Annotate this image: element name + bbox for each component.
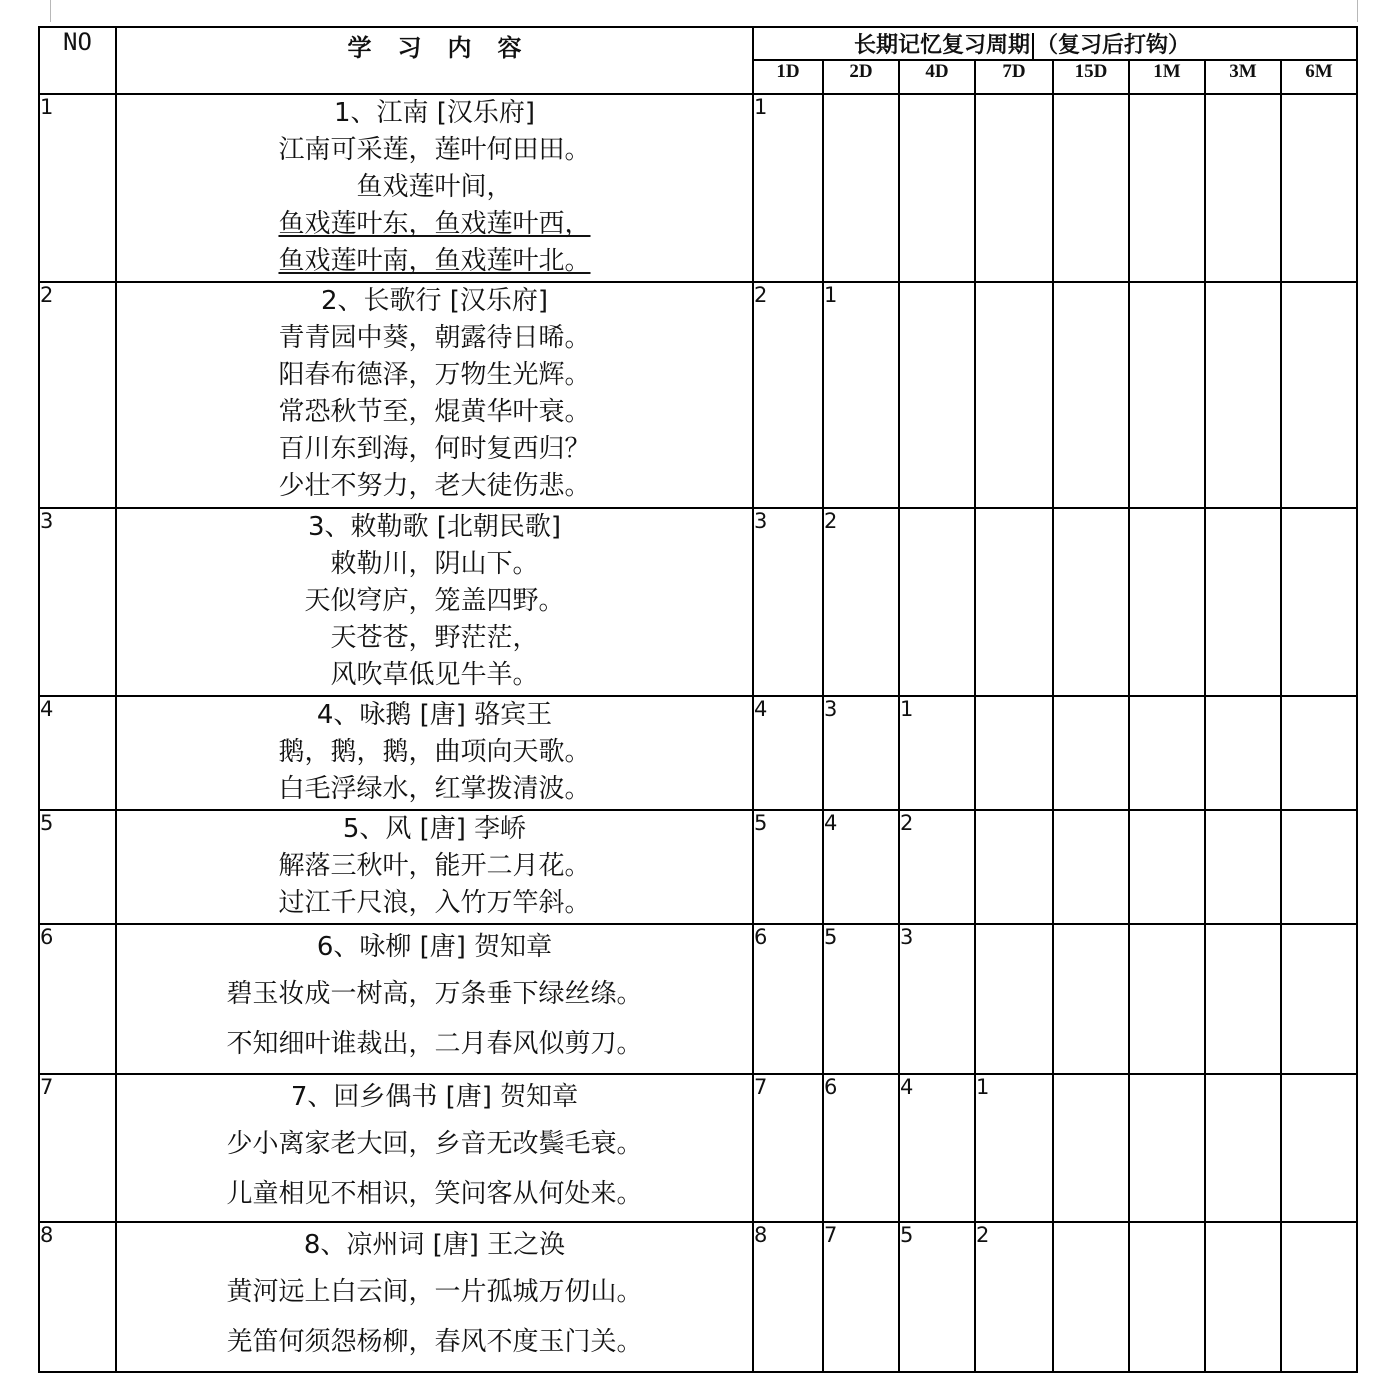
check-cell[interactable]: 1: [899, 696, 975, 809]
check-cell[interactable]: [1053, 1222, 1129, 1372]
poem-line: 江南可采莲，莲叶何田田。: [278, 135, 591, 165]
check-cell[interactable]: [1205, 696, 1281, 809]
check-cell[interactable]: 1: [823, 282, 899, 508]
page-margin-guide-right: [1357, 0, 1358, 22]
check-cell[interactable]: [1205, 1222, 1281, 1372]
poem-cell: [116, 508, 753, 696]
check-cell[interactable]: 4: [823, 810, 899, 924]
row-number: 7: [39, 1074, 116, 1222]
table-row: [39, 924, 1357, 1074]
poem-line: 鹅，鹅，鹅，曲项向天歌。: [278, 737, 591, 768]
poem-line: 碧玉妆成一树高，万条垂下绿丝绦。: [226, 978, 643, 1009]
cycle-header-3m: 3M: [1205, 60, 1281, 94]
check-cell[interactable]: 5: [753, 810, 823, 924]
poem-line: 羌笛何须怨杨柳，春风不度玉门关。: [226, 1326, 643, 1357]
row-number: 3: [39, 508, 116, 696]
check-cell[interactable]: [1205, 924, 1281, 1074]
check-cell[interactable]: [1281, 810, 1357, 924]
check-cell[interactable]: [975, 810, 1053, 924]
content-header-char: 学: [347, 33, 372, 62]
check-cell[interactable]: [1129, 1222, 1205, 1372]
table-row: [39, 282, 1357, 508]
check-cell[interactable]: [1281, 1222, 1357, 1372]
check-cell[interactable]: 2: [975, 1222, 1053, 1372]
table-row: [39, 696, 1357, 809]
column-header-content: [116, 27, 753, 94]
check-cell[interactable]: [1205, 94, 1281, 282]
check-cell[interactable]: [1053, 508, 1129, 696]
cycle-header-7d: 7D: [975, 60, 1053, 94]
table-row: [39, 94, 1357, 282]
check-cell[interactable]: [1129, 696, 1205, 809]
check-cell[interactable]: 7: [753, 1074, 823, 1222]
poem-title: 7、回乡偶书 [唐] 贺知章: [290, 1081, 579, 1112]
review-title-main: 长期记忆复习周期: [854, 32, 1031, 58]
check-cell[interactable]: [899, 94, 975, 282]
check-cell[interactable]: [975, 282, 1053, 508]
check-cell[interactable]: [975, 924, 1053, 1074]
poem-cell: [116, 696, 753, 809]
header-row-top: [39, 27, 1357, 60]
cycle-header-6m: 6M: [1281, 60, 1357, 94]
check-cell[interactable]: [1205, 810, 1281, 924]
check-cell[interactable]: [1205, 508, 1281, 696]
check-cell[interactable]: [975, 696, 1053, 809]
review-title-note: （复习后打钩）: [1036, 32, 1191, 58]
check-cell[interactable]: [1281, 282, 1357, 508]
poem-title: 6、咏柳 [唐] 贺知章: [316, 931, 553, 962]
poem-line: 解落三秋叶，能开二月花。: [278, 850, 591, 881]
table-row: [39, 1074, 1357, 1222]
content-header-char: 容: [497, 33, 522, 62]
check-cell[interactable]: [1053, 94, 1129, 282]
poem-line: 天苍苍，野茫茫，: [330, 623, 539, 654]
review-cycle-title: [753, 27, 1357, 60]
check-cell[interactable]: [899, 508, 975, 696]
poem-line: 阳春布德泽，万物生光辉。: [278, 360, 591, 391]
check-cell[interactable]: 3: [753, 508, 823, 696]
check-cell[interactable]: [1053, 696, 1129, 809]
cycle-header-4d: 4D: [899, 60, 975, 94]
poem-cell: [116, 282, 753, 508]
poem-line: 不知细叶谁裁出，二月春风似剪刀。: [226, 1028, 643, 1059]
check-cell[interactable]: 6: [753, 924, 823, 1074]
check-cell[interactable]: 6: [823, 1074, 899, 1222]
check-cell[interactable]: 5: [823, 924, 899, 1074]
check-cell[interactable]: [1281, 696, 1357, 809]
check-cell[interactable]: [1053, 810, 1129, 924]
table-row: [39, 508, 1357, 696]
check-cell[interactable]: 2: [823, 508, 899, 696]
check-cell[interactable]: [1281, 94, 1357, 282]
poem-line: 黄河远上白云间，一片孤城万仞山。: [226, 1276, 643, 1307]
cycle-header-1d: 1D: [753, 60, 823, 94]
cycle-header-15d: 15D: [1053, 60, 1129, 94]
check-cell[interactable]: [1129, 282, 1205, 508]
check-cell[interactable]: [1281, 924, 1357, 1074]
check-cell[interactable]: [1281, 508, 1357, 696]
row-number: 4: [39, 696, 116, 809]
review-schedule-table: [38, 26, 1358, 1373]
poem-line: 天似穹庐，笼盖四野。: [304, 586, 565, 617]
table-row: [39, 810, 1357, 924]
check-cell[interactable]: [823, 94, 899, 282]
check-cell[interactable]: 2: [899, 810, 975, 924]
poem-line: 少小离家老大回，乡音无改鬓毛衰。: [226, 1128, 643, 1159]
page-margin-guide-left: [50, 0, 51, 22]
poem-line: 儿童相见不相识，笑问客从何处来。: [226, 1178, 643, 1209]
check-cell[interactable]: [1281, 1074, 1357, 1222]
check-cell[interactable]: [975, 508, 1053, 696]
poem-line: 少壮不努力，老大徒伤悲。: [278, 471, 591, 502]
check-cell[interactable]: 2: [753, 282, 823, 508]
check-cell[interactable]: 4: [753, 696, 823, 809]
poem-line: 白毛浮绿水，红掌拨清波。: [278, 774, 591, 805]
content-header-char: 内: [447, 33, 472, 62]
row-number: 8: [39, 1222, 116, 1372]
poem-title: 4、咏鹅 [唐] 骆宾王: [316, 700, 553, 731]
row-number: 1: [39, 94, 116, 282]
check-cell[interactable]: 5: [899, 1222, 975, 1372]
check-cell[interactable]: [1129, 94, 1205, 282]
check-cell[interactable]: 4: [899, 1074, 975, 1222]
poem-line: 鱼戏莲叶东，鱼戏莲叶西，: [278, 209, 591, 239]
row-number: 6: [39, 924, 116, 1074]
poem-title: 2、长歌行 [汉乐府]: [320, 286, 549, 317]
column-header-no: NO: [39, 27, 116, 94]
poem-title: 5、风 [唐] 李峤: [342, 813, 527, 844]
table-row: [39, 1222, 1357, 1372]
check-cell[interactable]: 3: [899, 924, 975, 1074]
poem-cell: [116, 924, 753, 1074]
cycle-header-2d: 2D: [823, 60, 899, 94]
cycle-header-1m: 1M: [1129, 60, 1205, 94]
row-number: 5: [39, 810, 116, 924]
title-divider: [1032, 33, 1034, 59]
poem-line: 百川东到海，何时复西归？: [278, 434, 591, 465]
check-cell[interactable]: 1: [753, 94, 823, 282]
poem-cell: [116, 1222, 753, 1372]
poem-line: 过江千尺浪，入竹万竿斜。: [278, 887, 591, 918]
check-cell[interactable]: 1: [975, 1074, 1053, 1222]
poem-line: 鱼戏莲叶南，鱼戏莲叶北。: [278, 246, 591, 276]
poem-line: 青青园中葵，朝露待日晞。: [278, 323, 591, 354]
check-cell[interactable]: 8: [753, 1222, 823, 1372]
row-number: 2: [39, 282, 116, 508]
check-cell[interactable]: [1129, 810, 1205, 924]
check-cell[interactable]: [1129, 924, 1205, 1074]
check-cell[interactable]: [1129, 508, 1205, 696]
check-cell[interactable]: [975, 94, 1053, 282]
check-cell[interactable]: [1053, 1074, 1129, 1222]
check-cell[interactable]: [1129, 1074, 1205, 1222]
poem-line: 风吹草低见牛羊。: [330, 660, 539, 691]
poem-line: 鱼戏莲叶间，: [356, 172, 513, 202]
poem-title: 8、凉州词 [唐] 王之涣: [303, 1229, 566, 1260]
check-cell[interactable]: 3: [823, 696, 899, 809]
poem-cell: [116, 810, 753, 924]
content-header-char: 习: [397, 33, 422, 62]
check-cell[interactable]: [899, 282, 975, 508]
check-cell[interactable]: [1205, 1074, 1281, 1222]
poem-line: 常恐秋节至，焜黄华叶衰。: [278, 397, 591, 428]
poem-title: 1、江南 [汉乐府]: [333, 98, 536, 128]
poem-cell: [116, 1074, 753, 1222]
check-cell[interactable]: [1205, 282, 1281, 508]
check-cell[interactable]: 7: [823, 1222, 899, 1372]
poem-line: 敕勒川，阴山下。: [330, 549, 539, 580]
check-cell[interactable]: [1053, 924, 1129, 1074]
poem-cell: [116, 94, 753, 282]
check-cell[interactable]: [1053, 282, 1129, 508]
poem-title: 3、敕勒歌 [北朝民歌]: [307, 512, 562, 543]
